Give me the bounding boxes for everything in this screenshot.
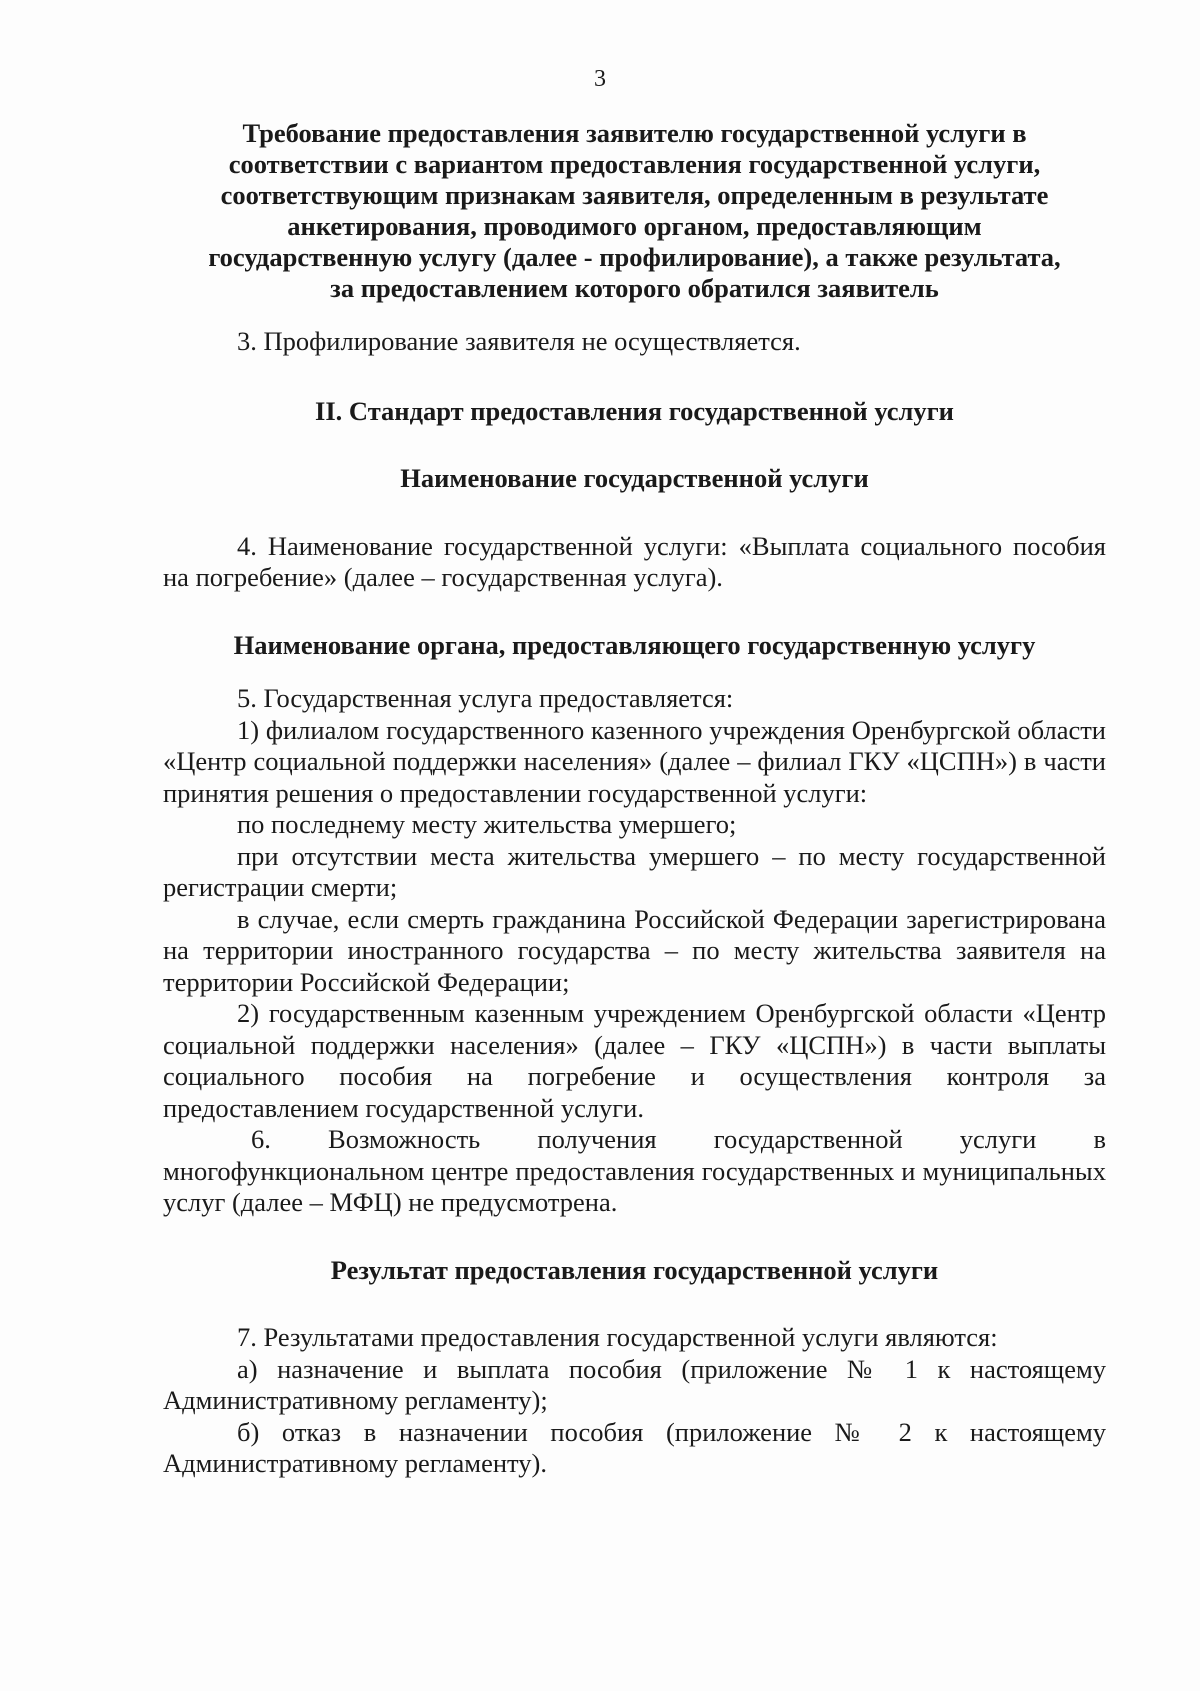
paragraph-5-1-c: в случае, если смерть гражданина Российской Федерации зарегистрирована на территории иностранного государства – по месту жительства заявителя на территории Российской Федерации; <box>163 903 1106 997</box>
paragraph-4: 4. Наименование государственной услуги: «Выплата социального пособия на погребение» (далее – государственная услуга). <box>163 530 1106 592</box>
paragraph-7: 7. Результатами предоставления государственной услуги являются: <box>237 1322 998 1352</box>
title-line: соответствии с вариантом предоставления государственной услуги, <box>228 149 1041 179</box>
paragraph-5-1: 1) филиалом государственного казенного учреждения Оренбургской области «Центр социальной поддержки населения» (далее – филиал ГКУ «ЦСПН») в части принятия решения о предоставлении государственной услуги: <box>163 714 1106 808</box>
organ-heading: Наименование органа, предоставляющего государственную услугу <box>233 629 1036 660</box>
title-line: государственную услугу (далее - профилирование), а также результата, <box>208 242 1061 272</box>
paragraph-3: 3. Профилирование заявителя не осуществляется. <box>237 326 801 356</box>
title-line: за предоставлением которого обратился заявитель <box>330 273 939 303</box>
paragraph-7-a: а) назначение и выплата пособия (приложение № 1 к настоящему Административному регламенту); <box>163 1353 1106 1415</box>
result-heading: Результат предоставления государственной услуги <box>330 1254 939 1285</box>
title-line: Требование предоставления заявителю государственной услуги в <box>242 118 1027 148</box>
title-line: анкетирования, проводимого органом, предоставляющим <box>287 211 982 241</box>
page-number: 3 <box>594 66 606 92</box>
paragraph-5-1-b: при отсутствии места жительства умершего – по месту государственной регистрации смерти; <box>163 840 1106 902</box>
paragraph-6: 6. Возможность получения государственной услуги в многофункциональном центре предоставления государственных и муниципальных услуг (далее – МФЦ) не предусмотрена. <box>163 1124 1106 1217</box>
section-title <box>163 118 1106 304</box>
paragraph-5-1-a: по последнему месту жительства умершего; <box>237 809 737 839</box>
paragraph-5-2: 2) государственным казенным учреждением Оренбургской области «Центр социальной поддержки населения» (далее – ГКУ «ЦСПН») в части выплаты социального пособия на погребение и осуществления контроля за предоставлением государственной услуги. <box>163 998 1106 1123</box>
title-line: соответствующим признакам заявителя, определенным в результате <box>220 180 1049 210</box>
paragraph-7-b: б) отказ в назначении пособия (приложение № 2 к настоящему Административному регламенту). <box>163 1416 1106 1478</box>
document-body <box>163 118 1106 1480</box>
paragraph-5: 5. Государственная услуга предоставляется: <box>237 683 734 713</box>
service-name-heading: Наименование государственной услуги <box>400 463 869 493</box>
section-ii-heading: II. Стандарт предоставления государственной услуги <box>315 395 954 426</box>
